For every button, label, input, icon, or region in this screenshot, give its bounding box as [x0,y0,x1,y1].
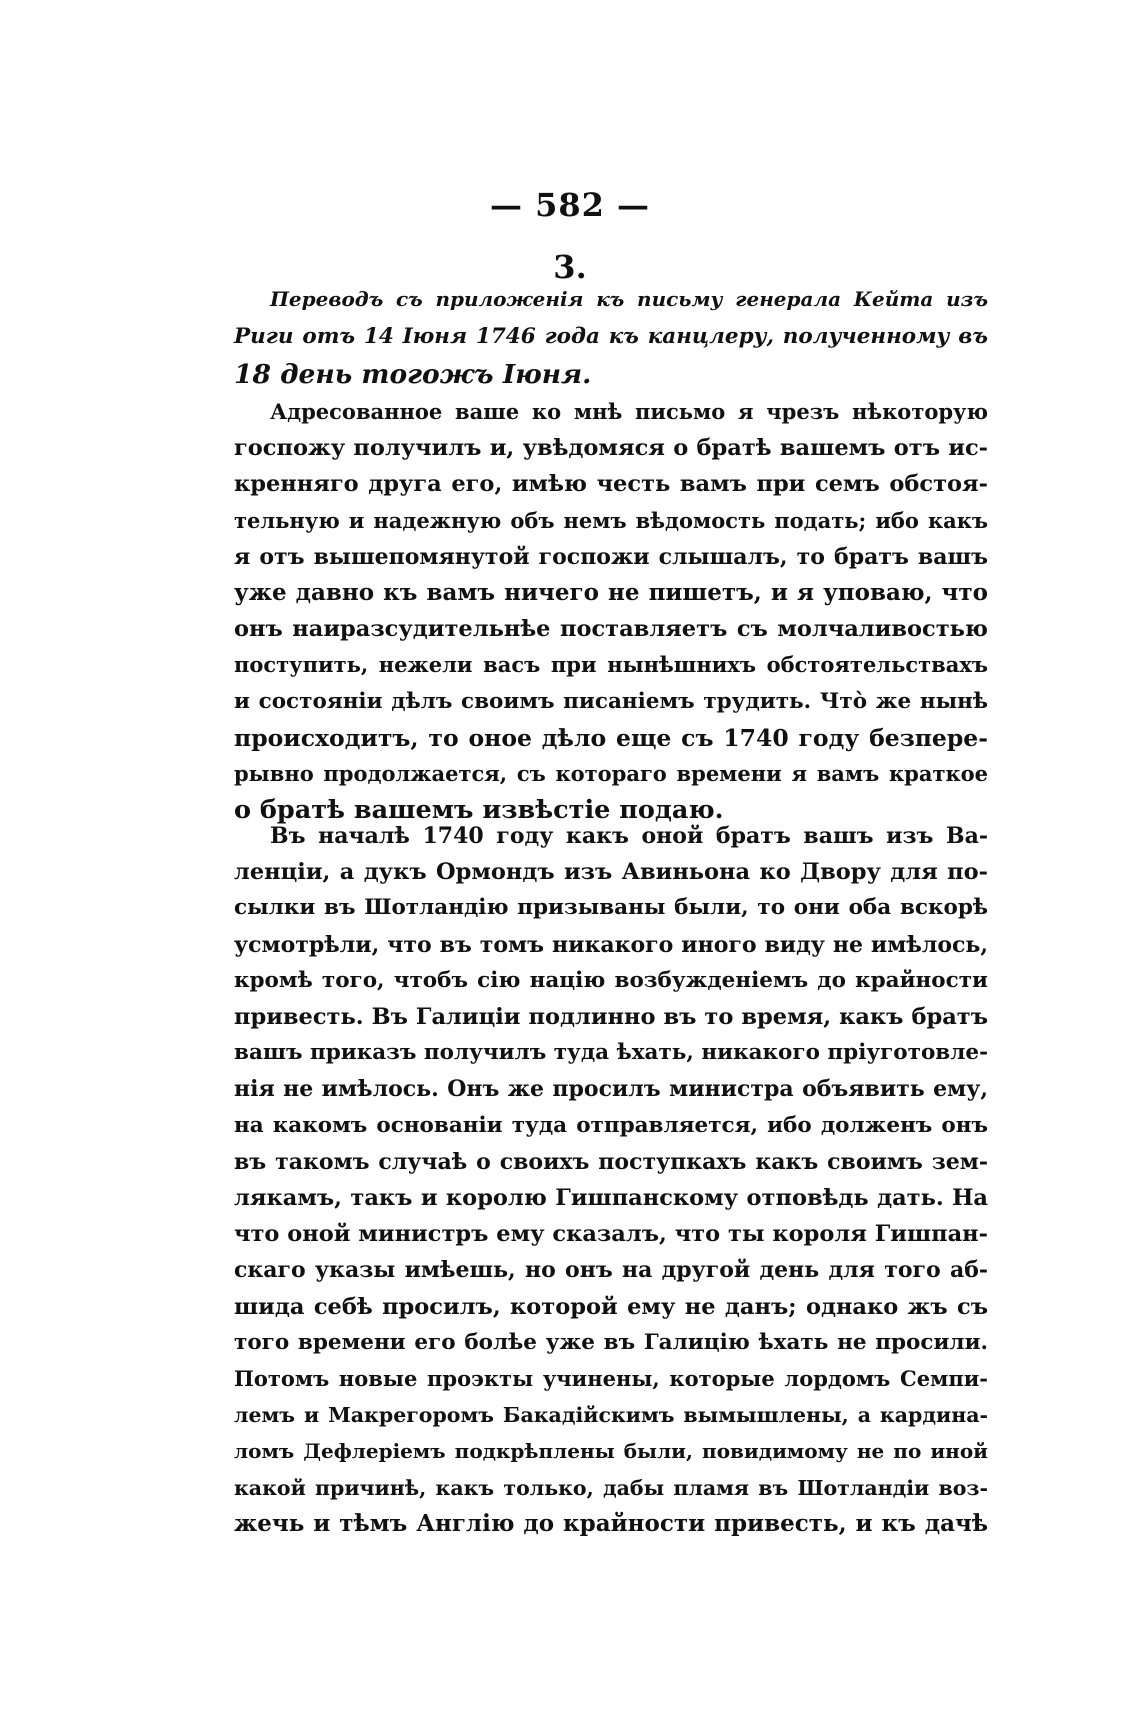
text-line: скаго указы имѣешь, но онъ на другой день для того аб- [234,1257,988,1284]
text-line: шида себѣ просилъ, которой ему не данъ; однако жъ съ [234,1293,988,1320]
text-line: тельную и надежную объ немъ вѣдомость подать; ибо какъ [234,507,988,533]
section-number: 3. [553,248,587,286]
document-heading [198,280,988,394]
text-line: госпожу получилъ и, увѣдомяся о братѣ вашемъ отъ ис- [234,435,988,462]
text-line: того времени его болѣе уже въ Галицію ѣхать не просили. [234,1329,988,1355]
text-line: лемъ и Макрегоромъ Бакадійскимъ вымышлены, а кардина- [234,1403,988,1428]
text-line: что оной министръ ему сказалъ, что ты короля Гишпан- [234,1221,988,1248]
heading-line: Переводъ съ приложенія къ письму генерала Кейта изъ [270,287,988,311]
text-line: уже давно къ вамъ ничего не пишетъ, и я уповаю, что [234,579,988,607]
text-line: жечь и тѣмъ Англію до крайности привесть, и къ дачѣ [234,1509,988,1537]
text-line: происходитъ, то оное дѣло еще съ 1740 году безпере- [234,723,988,752]
text-line: Въ началѣ 1740 году какъ оной братъ вашъ изъ Ва- [270,823,988,849]
text-line: вашъ приказъ получилъ туда ѣхать, никакого пріуготовле- [234,1040,988,1066]
text-line: ленціи, а дукъ Ормондъ изъ Авиньона ко Двору для по- [234,859,988,886]
paragraph-2 [198,818,988,1542]
text-line: и состояніи дѣлъ своимъ писаніемъ трудить. Чтò же нынѣ [234,688,988,714]
text-line: привесть. Въ Галиціи подлинно въ то время, какъ братъ [234,1004,988,1031]
text-line: ломъ Дефлеріемъ подкрѣплены были, повидимому не по иной [234,1439,988,1464]
text-line: кренняго друга его, имѣю честь вамъ при семъ обстоя- [234,471,988,498]
page-number: — 582 — [489,186,651,224]
text-line: о братѣ вашемъ извѣстіе подаю. [234,795,724,826]
text-line: на какомъ основаніи туда отправляется, ибо долженъ онъ [234,1112,988,1138]
heading-line: Риги отъ 14 Іюня 1746 года къ канцлеру, полученному въ [234,324,988,349]
text-line: онъ наиразсудительнѣе поставляетъ съ молчаливостью [234,616,988,643]
heading-line: 18 день тогожъ Іюня. [234,359,592,390]
text-line: сылки въ Шотландію призываны были, то они оба вскорѣ [234,895,988,921]
text-line: поступить, нежели васъ при нынѣшнихъ обстоятельствахъ [234,652,988,678]
text-line: кромѣ того, чтобъ сію націю возбужденіемъ до крайности [234,967,988,993]
text-line: я отъ вышепомянутой госпожи слышалъ, то братъ вашъ [234,543,988,570]
text-line: Потомъ новые проэкты учинены, которые лордомъ Семпи- [234,1366,988,1392]
text-line: усмотрѣли, что въ томъ никакого иного виду не имѣлось, [234,931,988,958]
text-line: какой причинѣ, какъ только, дабы пламя въ Шотландіи воз- [234,1475,988,1500]
text-line: рывно продолжается, съ котораго времени я вамъ краткое [234,761,988,787]
paragraph-1 [198,394,988,828]
text-line: въ такомъ случаѣ о своихъ поступкахъ какъ своимъ зем- [234,1148,988,1175]
text-line: лякамъ, такъ и королю Гишпанскому отповѣдь дать. На [234,1185,988,1212]
text-line: Адресованное ваше ко мнѣ письмо я чрезъ нѣкоторую [270,399,988,424]
text-line: нія не имѣлось. Онъ же просилъ министра объявить ему, [234,1076,988,1103]
